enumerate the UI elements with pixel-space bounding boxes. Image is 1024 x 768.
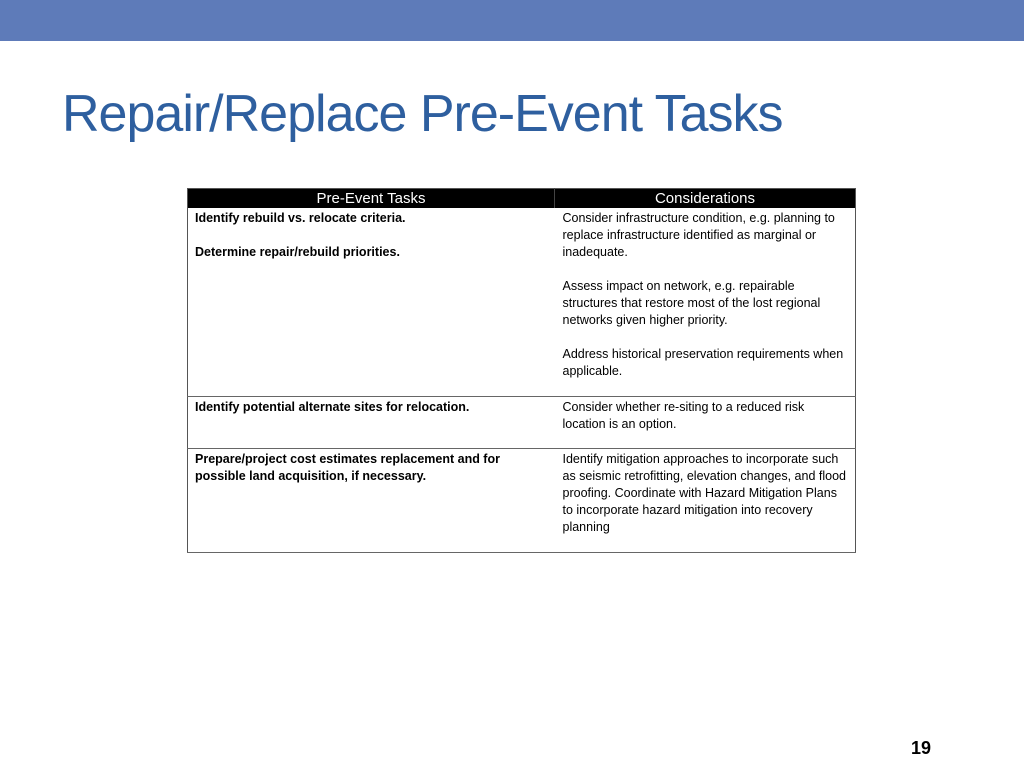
table-row	[188, 208, 856, 397]
consideration-cell	[555, 449, 856, 553]
table-row	[188, 397, 856, 449]
task-cell	[188, 208, 555, 397]
header-considerations: Considerations	[555, 189, 856, 209]
header-bar	[0, 0, 1024, 41]
tasks-table	[187, 188, 856, 553]
consideration-text: Consider whether re-siting to a reduced risk location is an option.	[562, 400, 805, 431]
task-text: Identify rebuild vs. relocate criteria.	[195, 211, 406, 225]
page-number: 19	[911, 738, 932, 758]
table-row	[188, 449, 856, 553]
consideration-cell	[555, 397, 856, 449]
header-pre-event-tasks: Pre-Event Tasks	[188, 189, 555, 209]
task-text: Identify potential alternate sites for relocation.	[195, 400, 470, 414]
task-cell	[188, 397, 555, 449]
task-text: Determine repair/rebuild priorities.	[195, 245, 400, 259]
slide-title: Repair/Replace Pre-Event Tasks	[62, 85, 783, 143]
table-header-row	[188, 189, 856, 209]
consideration-text: Identify mitigation approaches to incorporate such as seismic retrofitting, elevation changes, and flood proofing. Coordinate with Hazard Mitigation Plans to incorporate hazard mitigation into recovery planning	[562, 452, 846, 534]
task-text: Prepare/project cost estimates replacement and for possible land acquisition, if necessary.	[195, 452, 500, 483]
consideration-cell	[555, 208, 856, 397]
consideration-text: Consider infrastructure condition, e.g. planning to replace infrastructure identified as marginal or inadequate.	[562, 211, 835, 259]
consideration-text: Address historical preservation requirements when applicable.	[562, 347, 844, 378]
task-cell	[188, 449, 555, 553]
consideration-text: Assess impact on network, e.g. repairable structures that restore most of the lost regional networks given higher priority.	[562, 279, 821, 327]
